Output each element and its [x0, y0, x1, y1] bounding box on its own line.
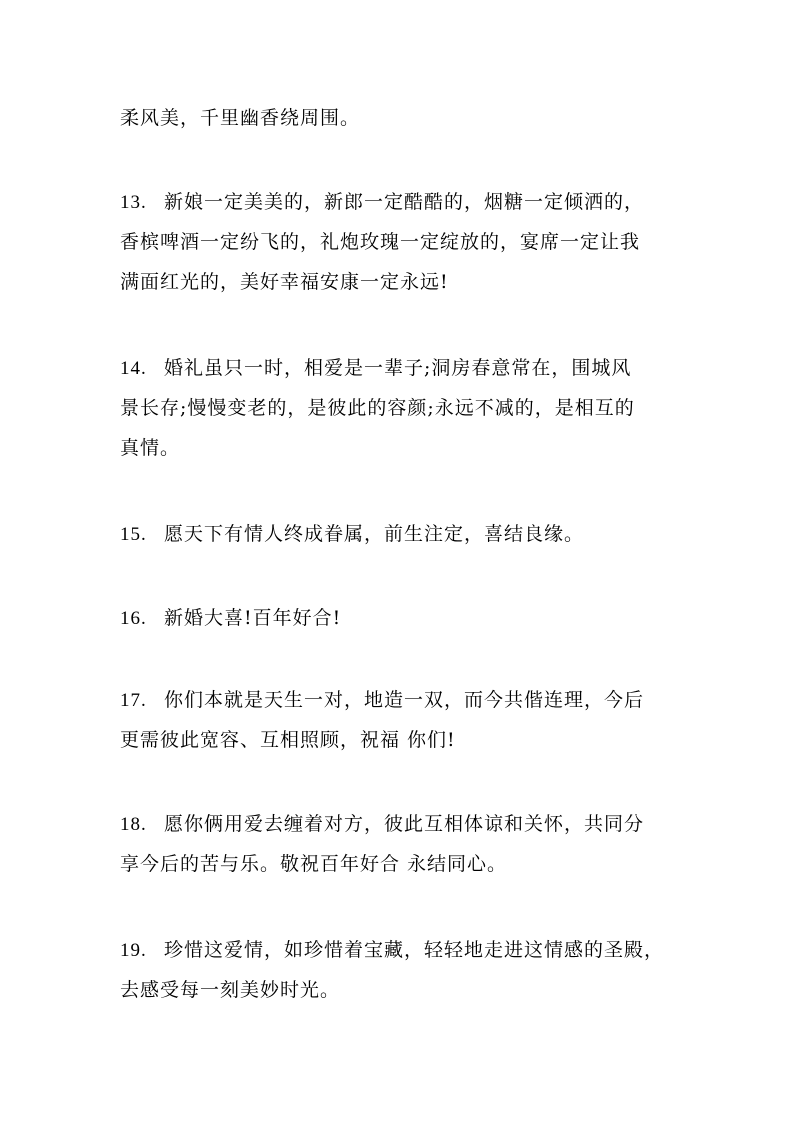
paragraph-19	[120, 930, 680, 1010]
paragraph-number: 19.	[120, 940, 147, 961]
paragraph-line: 香槟啤酒一定纷飞的，礼炮玫瑰一定绽放的，宴席一定让我	[120, 231, 641, 253]
paragraph-number: 18.	[120, 814, 147, 835]
paragraph-line: 更需彼此宽容、互相照顾，祝福 你们!	[120, 729, 456, 751]
paragraph-number: 15.	[120, 524, 147, 545]
paragraph-line	[120, 182, 680, 222]
paragraph-line	[120, 348, 680, 388]
paragraph-line: 满面红光的，美好幸福安康一定永远!	[120, 271, 449, 293]
paragraph-text: 婚礼虽只一时，相爱是一辈子;洞房春意常在，围城风	[164, 357, 632, 379]
paragraph-17	[120, 680, 680, 760]
paragraph-text: 愿天下有情人终成眷属，前生注定，喜结良缘。	[164, 523, 585, 545]
paragraph-text: 愿你俩用爱去缠着对方，彼此互相体谅和关怀，共同分	[164, 813, 645, 835]
paragraph-number: 13.	[120, 192, 147, 213]
paragraph-text: 新娘一定美美的，新郎一定酷酷的，烟糖一定倾洒的，	[164, 191, 645, 213]
paragraph-continuation	[120, 98, 680, 138]
paragraph-line: 景长存;慢慢变老的，是彼此的容颜;永远不减的，是相互的	[120, 397, 635, 419]
paragraph-16	[120, 598, 680, 638]
paragraph-line: 真情。	[120, 437, 181, 459]
paragraph-line: 享今后的苦与乐。敬祝百年好合 永结同心。	[120, 853, 508, 875]
paragraph-line	[120, 514, 680, 554]
paragraph-text: 新婚大喜!百年好合!	[164, 607, 342, 629]
paragraph-line	[120, 804, 680, 844]
paragraph-text: 珍惜这爱情，如珍惜着宝藏，轻轻地走进这情感的圣殿，	[164, 939, 665, 961]
paragraph-text: 你们本就是天生一对，地造一双，而今共偕连理，今后	[164, 689, 645, 711]
paragraph-18	[120, 804, 680, 884]
paragraph-line	[120, 930, 680, 970]
paragraph-13	[120, 182, 680, 302]
paragraph-number: 17.	[120, 690, 147, 711]
paragraph-line: 柔风美，千里幽香绕周围。	[120, 107, 361, 129]
paragraph-15	[120, 514, 680, 554]
paragraph-line: 去感受每一刻美妙时光。	[120, 979, 341, 1001]
paragraph-line	[120, 680, 680, 720]
paragraph-number: 14.	[120, 358, 147, 379]
paragraph-14	[120, 348, 680, 468]
paragraph-number: 16.	[120, 608, 147, 629]
paragraph-line	[120, 598, 680, 638]
